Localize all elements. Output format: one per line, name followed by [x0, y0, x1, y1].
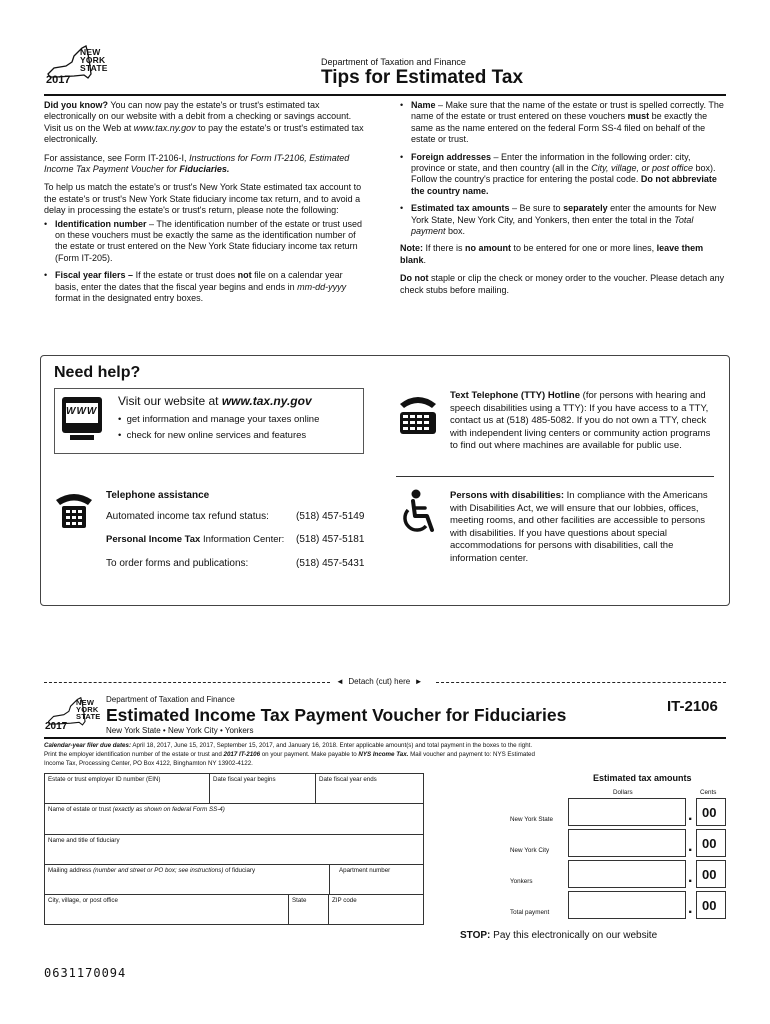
bullet-1: get information and manage your taxes online [126, 414, 320, 425]
tty-label: Text Telephone (TTY) Hotline [450, 390, 581, 401]
apt-label: Apartment number [339, 867, 391, 874]
right-tips-list [400, 100, 725, 237]
logo-year: 2017 [46, 74, 71, 86]
assist-pre: For assistance, see Form IT-2106-I, [44, 152, 190, 163]
cut-line-label: ◄ Detach (cut) here ► [336, 677, 423, 686]
logo-line-1: NEW [76, 698, 95, 707]
list-item [400, 203, 725, 237]
name-hint: (exactly as shown on federal Form SS-4) [112, 806, 225, 813]
note-text [400, 243, 725, 266]
phone-label: To order forms and publications: [106, 558, 249, 569]
name-text2: be exactly the same as the name entered on the federal Form SS-4 filed on behalf of the estate or trust. [411, 111, 708, 145]
total-cents-value: 00 [702, 898, 717, 913]
phone-number: (518) 457-5181 [296, 534, 365, 545]
yonkers-dollars-input[interactable] [568, 860, 686, 888]
decimal-point: . [688, 869, 693, 886]
yonkers-cents-value: 00 [702, 867, 717, 882]
due-body2: on your payment. Make payable to [260, 751, 359, 758]
logo-line-2: YORK [80, 55, 106, 65]
name-label: Name [411, 100, 436, 110]
nyc-dollars-input[interactable] [568, 829, 686, 857]
dollars-header: Dollars [613, 789, 633, 796]
cents-header: Cents [700, 789, 717, 796]
due-body: April 18, 2017, June 15, 2017, September 15, 2017, and January 16, 2018. Enter applicable amount(s) and total payment in the boxes to the right. Print the employer identification number of the estate or trust and [44, 742, 533, 758]
www-icon-text: WWW [66, 406, 98, 417]
due-bold2: NYS Income Tax. [358, 751, 409, 758]
note-body3: . [423, 254, 427, 265]
fy-ends-label: Date fiscal year ends [319, 776, 377, 783]
fy-begins-label: Date fiscal year begins [213, 776, 276, 783]
apartment-field[interactable] [330, 865, 423, 895]
amount-row-label: Yonkers [510, 878, 533, 885]
phone-row [106, 511, 386, 522]
logo-line-3: STATE [76, 712, 101, 721]
zip-field[interactable] [329, 895, 423, 924]
stop-label: STOP: [460, 930, 491, 941]
due-body3: Mail voucher and payment to: NYS Estimated Income Tax, Processing Center, PO Box 4122, Binghamton NY 13902-4122. [44, 751, 535, 767]
website-link[interactable]: www.tax.ny.gov [133, 122, 196, 133]
mailing-hint: (number and street or PO box; see instructions) [93, 867, 224, 874]
need-help-title: Need help? [54, 364, 141, 381]
amounts-text2: enter the amounts for New York State, New York City, and Yonkers, then enter the total in the [411, 203, 717, 225]
cut-line-right [436, 682, 726, 683]
phone-label: Information Center: [200, 534, 285, 545]
decimal-point: . [688, 838, 693, 855]
ein-field[interactable] [45, 774, 210, 804]
note-label: Note: [400, 243, 423, 254]
amount-row-label: Total payment [510, 909, 550, 916]
list-item: • check for new online services and features [118, 429, 307, 441]
list-item [44, 270, 364, 304]
disab-body: In compliance with the Americans with Disabilities Act, we will ensure that our lobbies, offices, meeting rooms, and other facilities are accessible to persons with disabilities. If you have questions about special accommodations for persons with disabilities, call the information center. [450, 490, 708, 564]
phone-label: Automated income tax refund status: [106, 511, 269, 522]
voucher-logo [44, 696, 104, 734]
voucher-department: Department of Taxation and Finance [106, 695, 235, 704]
name-must: must [627, 111, 650, 122]
note-body: If there is [423, 243, 466, 254]
amounts-italic: Total payment [411, 214, 694, 237]
due-dates-text [44, 741, 539, 768]
nyc-cents-value: 00 [702, 836, 717, 851]
bullet-2: check for new online services and features [126, 429, 307, 441]
help-match-text: To help us match the estate's or trust's New York State estimated tax account to the estate's or trust's New York State fiduciary income tax return, and to avoid a delay in processing the estate's or trust's return, please note the following: [44, 182, 362, 216]
mailing-post: of fiduciary [223, 867, 256, 874]
wheelchair-icon [396, 488, 438, 536]
tips-left-column [44, 100, 364, 311]
city-field[interactable] [45, 895, 289, 924]
scan-code: 0631170094 [44, 966, 127, 980]
fiscal-text3: format in the designated entry boxes. [55, 293, 204, 304]
assistance-note [44, 153, 364, 176]
did-you-know-label: Did you know? [44, 100, 108, 110]
state-label: State [292, 897, 307, 904]
due-bold: 2017 IT-2106 [223, 751, 261, 758]
amounts-sep: separately [563, 203, 608, 214]
phone-number: (518) 457-5431 [296, 558, 365, 569]
did-you-know-tail: to pay the estate's or trust's estimated tax electronically. [44, 122, 364, 145]
decimal-point: . [688, 900, 693, 917]
department-name: Department of Taxation and Finance [321, 57, 466, 67]
amounts-text: – Be sure to [509, 203, 564, 214]
website-url[interactable]: www.tax.ny.gov [221, 394, 312, 408]
foreign-italic: City, village, or post office [591, 163, 693, 174]
website-bullets [118, 414, 358, 442]
nys-dollars-input[interactable] [568, 798, 686, 826]
tty-icon [396, 390, 440, 438]
header-rule [44, 94, 726, 96]
logo-line-1: NEW [80, 47, 101, 57]
fiscal-label: Fiscal year filers – [55, 270, 134, 281]
mailing-address-field[interactable] [45, 865, 330, 895]
fiduciary-field[interactable] [45, 835, 423, 865]
ein-label: Estate or trust employer ID number (EIN) [48, 776, 161, 783]
fiscal-text2: file on a calendar year basis, enter the dates that the fiscal year begins and ends in [55, 270, 343, 292]
did-you-know-text: You can now pay the estate's or trust's estimated tax electronically on our website with a debit from a checking or savings account. Visit us on the Web at [44, 100, 352, 133]
disab-label: Persons with disabilities: [450, 490, 565, 501]
fiscal-format: mm-dd-yyyy [297, 281, 347, 292]
visit-text: Visit our website at [118, 394, 222, 408]
voucher-rule [44, 737, 726, 739]
donot-label: Do not [400, 273, 429, 284]
donot-text: staple or clip the check or money order to the voucher. Please detach any check stubs before mailing. [400, 273, 725, 295]
list-item [400, 100, 725, 146]
name-text: – Make sure that the name of the estate or trust is spelled correctly. The name of the estate or trust entered on these vouchers [411, 100, 724, 122]
fy-ends-field[interactable] [316, 774, 423, 804]
foreign-text2: box). Follow the country's practice for entering the postal code. [411, 163, 716, 185]
disabilities-text [450, 490, 718, 566]
amounts-label: Estimated tax amounts [411, 203, 510, 214]
fiscal-text: If the estate or trust does [133, 270, 238, 281]
foreign-label: Foreign addresses [411, 151, 492, 162]
amounts-title: Estimated tax amounts [593, 773, 692, 783]
estate-name-field[interactable] [45, 804, 423, 835]
left-tips-list [44, 219, 364, 305]
due-label: Calendar-year filer due dates: [44, 742, 131, 749]
assist-italic: Instructions for Form IT-2106, Estimated Income Tax Payment Voucher for [44, 152, 350, 175]
list-item [44, 219, 364, 265]
telephone-title: Telephone assistance [106, 490, 210, 501]
voucher-title: Estimated Income Tax Payment Voucher for Fiduciaries [106, 705, 567, 725]
amount-row-label: New York City [510, 847, 550, 854]
voucher-subtitle: New York State • New York City • Yonkers [106, 726, 254, 735]
visit-website [118, 394, 312, 408]
phone-number: (518) 457-5149 [296, 511, 365, 522]
tty-body: (for persons with hearing and speech disabilities using a TTY): If you have access to a TTY, contact us at (518) 485-5082. If you do not own a TTY, check with independent living centers or community action programs to find out where machines are available for public use. [450, 390, 711, 452]
telephone-icon [54, 490, 94, 530]
stop-notice [460, 930, 657, 941]
stop-text: Pay this electronically on our website [490, 930, 658, 941]
city-label: City, village, or post office [48, 897, 118, 904]
note-bold2: leave them blank [400, 243, 704, 265]
www-computer-icon [60, 395, 104, 443]
total-dollars-input[interactable] [568, 891, 686, 919]
tips-right-column [400, 100, 725, 303]
fy-begins-field[interactable] [210, 774, 316, 804]
name-label: Name of estate or trust [48, 806, 113, 813]
page-title: Tips for Estimated Tax [321, 67, 524, 88]
cut-line-left [44, 682, 330, 683]
list-item [400, 152, 725, 198]
phone-row [106, 534, 386, 545]
foreign-bold: Do not abbreviate the country name. [411, 174, 717, 196]
list-item: • get information and manage your taxes online [118, 414, 320, 425]
cut-text: Detach (cut) here [348, 677, 411, 686]
phone-bold: Personal Income Tax [106, 534, 201, 545]
phone-row [106, 558, 386, 569]
did-you-know [44, 100, 364, 146]
decimal-point: . [688, 807, 693, 824]
id-text: – The identification number of the estate or trust used on these vouchers must be exactly the same as the identification number of the estate or trust entered on the New York State fiduciary income tax return (Form IT-205). [55, 218, 362, 263]
mailing-label: Mailing address [48, 867, 94, 874]
note-bold1: no amount [465, 243, 512, 254]
nys-cents-value: 00 [702, 805, 717, 820]
zip-label: ZIP code [332, 897, 357, 904]
voucher-form-grid [44, 773, 424, 925]
logo-line-3: STATE [80, 63, 108, 73]
tty-divider [396, 476, 714, 477]
tty-text [450, 390, 718, 453]
amount-row-label: New York State [510, 816, 554, 823]
note-body2: to be entered for one or more lines, [511, 243, 657, 254]
state-field[interactable] [289, 895, 329, 924]
assist-bold: Fiduciaries. [179, 164, 230, 175]
do-not-staple [400, 273, 725, 296]
fiduciary-label: Name and title of fiduciary [48, 837, 120, 844]
id-label: Identification number [55, 218, 147, 229]
logo-year: 2017 [45, 721, 68, 732]
amounts-text3: box. [445, 226, 466, 237]
fiscal-not: not [237, 270, 252, 281]
form-number: IT-2106 [667, 698, 718, 715]
logo-line-2: YORK [76, 705, 99, 714]
foreign-text: – Enter the information in the following order: city, province or state, and then country (all in the [411, 151, 691, 174]
nys-logo [44, 44, 112, 88]
